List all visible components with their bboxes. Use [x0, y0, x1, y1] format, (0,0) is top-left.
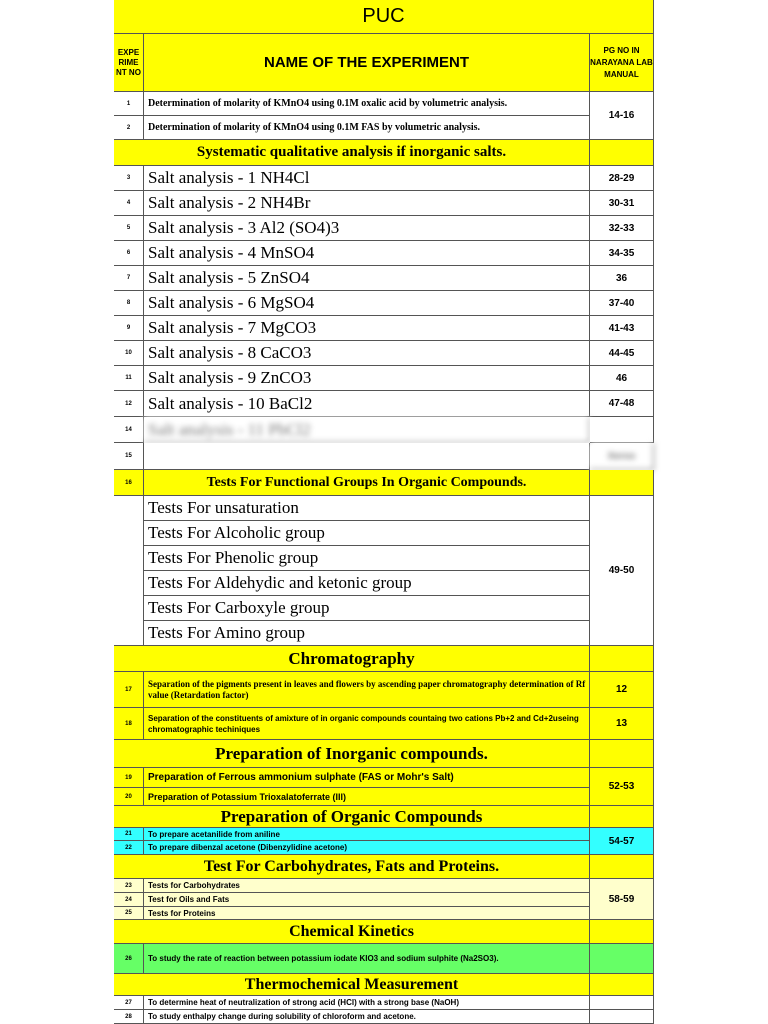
experiment-name: To study the rate of reaction between potassium iodate KIO3 and sodium sulphite (Na2SO3).	[144, 944, 590, 974]
experiment-name: Salt analysis - 10 BaCl2	[144, 391, 590, 417]
experiment-name: To prepare acetanilide from aniline	[144, 828, 590, 841]
experiment-name: Tests For Carboxyle group	[144, 596, 590, 621]
section-page-blank	[590, 646, 654, 672]
experiment-name: Tests For unsaturation	[144, 496, 590, 521]
experiment-name: Separation of the constituents of amixture of in organic compounds countaing two cations Pb+2 and Cd+2useing chromatographic techiniques	[144, 708, 590, 740]
experiment-name: Preparation of Potassium Trioxalatoferrate (III)	[144, 788, 590, 806]
section-carbohydrates: Test For Carbohydrates, Fats and Proteins.	[114, 855, 590, 879]
experiment-name: Tests for Carbohydrates	[144, 879, 590, 893]
section-functional-groups: Tests For Functional Groups In Organic Compounds.	[144, 470, 590, 496]
page-number: 47-48	[590, 391, 654, 417]
row-number: 11	[114, 366, 144, 391]
row-number: 10	[114, 341, 144, 366]
section-inorganic-prep: Preparation of Inorganic compounds.	[114, 740, 590, 768]
row-number: 17	[114, 672, 144, 708]
experiment-name: Salt analysis - 3 Al2 (SO4)3	[144, 216, 590, 241]
row-number: 1	[114, 92, 144, 116]
section-page-blank	[590, 740, 654, 768]
page-number: 32-33	[590, 216, 654, 241]
row-number: 18	[114, 708, 144, 740]
experiment-name: Salt analysis - 7 MgCO3	[144, 316, 590, 341]
section-chromatography: Chromatography	[114, 646, 590, 672]
page-number: 37-40	[590, 291, 654, 316]
experiment-name: Test for Oils and Fats	[144, 893, 590, 907]
row-number: 24	[114, 893, 144, 907]
experiment-name: Tests For Phenolic group	[144, 546, 590, 571]
experiment-name: Salt analysis - 5 ZnSO4	[144, 266, 590, 291]
page-number: 46	[590, 366, 654, 391]
experiment-name: Salt analysis - 1 NH4Cl	[144, 166, 590, 191]
page-number: 41-43	[590, 316, 654, 341]
row-number: 15	[114, 443, 144, 470]
page-number-blank	[590, 996, 654, 1010]
row-number: 7	[114, 266, 144, 291]
row-number: 8	[114, 291, 144, 316]
section-page-blank	[590, 470, 654, 496]
experiment-name: Determination of molarity of KMnO4 using 0.1M oxalic acid by volumetric analysis.	[144, 92, 590, 116]
page-number: 58-59	[590, 879, 654, 920]
page-number: Xerox	[590, 443, 654, 470]
section-organic-prep: Preparation of Organic Compounds	[114, 806, 590, 828]
row-number: 3	[114, 166, 144, 191]
obscured-experiment-name: Salt analysis - 11 PbCl2	[144, 417, 590, 443]
experiment-name: Salt analysis - 8 CaCO3	[144, 341, 590, 366]
section-page-blank	[590, 806, 654, 828]
row-number: 4	[114, 191, 144, 216]
experiment-name: To prepare dibenzal acetone (Dibenzylidine acetone)	[144, 841, 590, 855]
section-thermochemical: Thermochemical Measurement	[114, 974, 590, 996]
experiment-name: Salt analysis - 2 NH4Br	[144, 191, 590, 216]
row-number: 5	[114, 216, 144, 241]
section-chemical-kinetics: Chemical Kinetics	[114, 920, 590, 944]
section-page-blank	[590, 140, 654, 166]
row-number-blank	[114, 496, 144, 646]
page-number: 34-35	[590, 241, 654, 266]
experiment-name: To study enthalpy change during solubility of chloroform and acetone.	[144, 1010, 590, 1024]
experiment-name: Tests For Aldehydic and ketonic group	[144, 571, 590, 596]
row-number: 23	[114, 879, 144, 893]
row-number: 26	[114, 944, 144, 974]
experiment-name: Tests for Proteins	[144, 907, 590, 920]
row-number: 2	[114, 116, 144, 140]
header-page: PG NO IN NARAYANA LAB MANUAL	[590, 34, 654, 92]
section-page-blank	[590, 974, 654, 996]
experiment-name: Tests For Amino group	[144, 621, 590, 646]
section-page-blank	[590, 920, 654, 944]
experiment-name: To determine heat of neutralization of strong acid (HCl) with a strong base (NaOH)	[144, 996, 590, 1010]
experiment-table	[114, 0, 654, 1024]
row-number: 16	[114, 470, 144, 496]
experiment-name: Salt analysis - 6 MgSO4	[144, 291, 590, 316]
page-number: 13	[590, 708, 654, 740]
page-number: 30-31	[590, 191, 654, 216]
experiment-name: Salt analysis - 4 MnSO4	[144, 241, 590, 266]
experiment-name: Salt analysis - 9 ZnCO3	[144, 366, 590, 391]
row-number: 12	[114, 391, 144, 417]
page-number: 36	[590, 266, 654, 291]
row-number: 27	[114, 996, 144, 1010]
page-number: 44-45	[590, 341, 654, 366]
experiment-name: Tests For Alcoholic group	[144, 521, 590, 546]
page-number: 54-57	[590, 828, 654, 855]
page-number-blank	[590, 1010, 654, 1024]
row-number: 14	[114, 417, 144, 443]
page-number: 49-50	[590, 496, 654, 646]
page-number: 52-53	[590, 768, 654, 806]
experiment-name: Determination of molarity of KMnO4 using 0.1M FAS by volumetric analysis.	[144, 116, 590, 140]
row-number: 6	[114, 241, 144, 266]
row-number: 28	[114, 1010, 144, 1024]
header-name: NAME OF THE EXPERIMENT	[144, 34, 590, 92]
row-number: 21	[114, 828, 144, 841]
row-number: 9	[114, 316, 144, 341]
section-salt-analysis: Systematic qualitative analysis if inorganic salts.	[114, 140, 590, 166]
experiment-name: Separation of the pigments present in leaves and flowers by ascending paper chromatography determination of Rf value (Retardation factor)	[144, 672, 590, 708]
page-number-blank	[590, 944, 654, 974]
obscured-experiment-name	[144, 443, 590, 470]
row-number: 20	[114, 788, 144, 806]
page-number: 12	[590, 672, 654, 708]
row-number: 25	[114, 907, 144, 920]
section-page-blank	[590, 855, 654, 879]
page-title: PUC	[114, 0, 654, 34]
page-number-blank	[590, 417, 654, 443]
page-number: 14-16	[590, 92, 654, 140]
page-number: 28-29	[590, 166, 654, 191]
row-number: 22	[114, 841, 144, 855]
header-exp-no: EXPE RIME NT NO	[114, 34, 144, 92]
experiment-name: Preparation of Ferrous ammonium sulphate (FAS or Mohr's Salt)	[144, 768, 590, 788]
row-number: 19	[114, 768, 144, 788]
